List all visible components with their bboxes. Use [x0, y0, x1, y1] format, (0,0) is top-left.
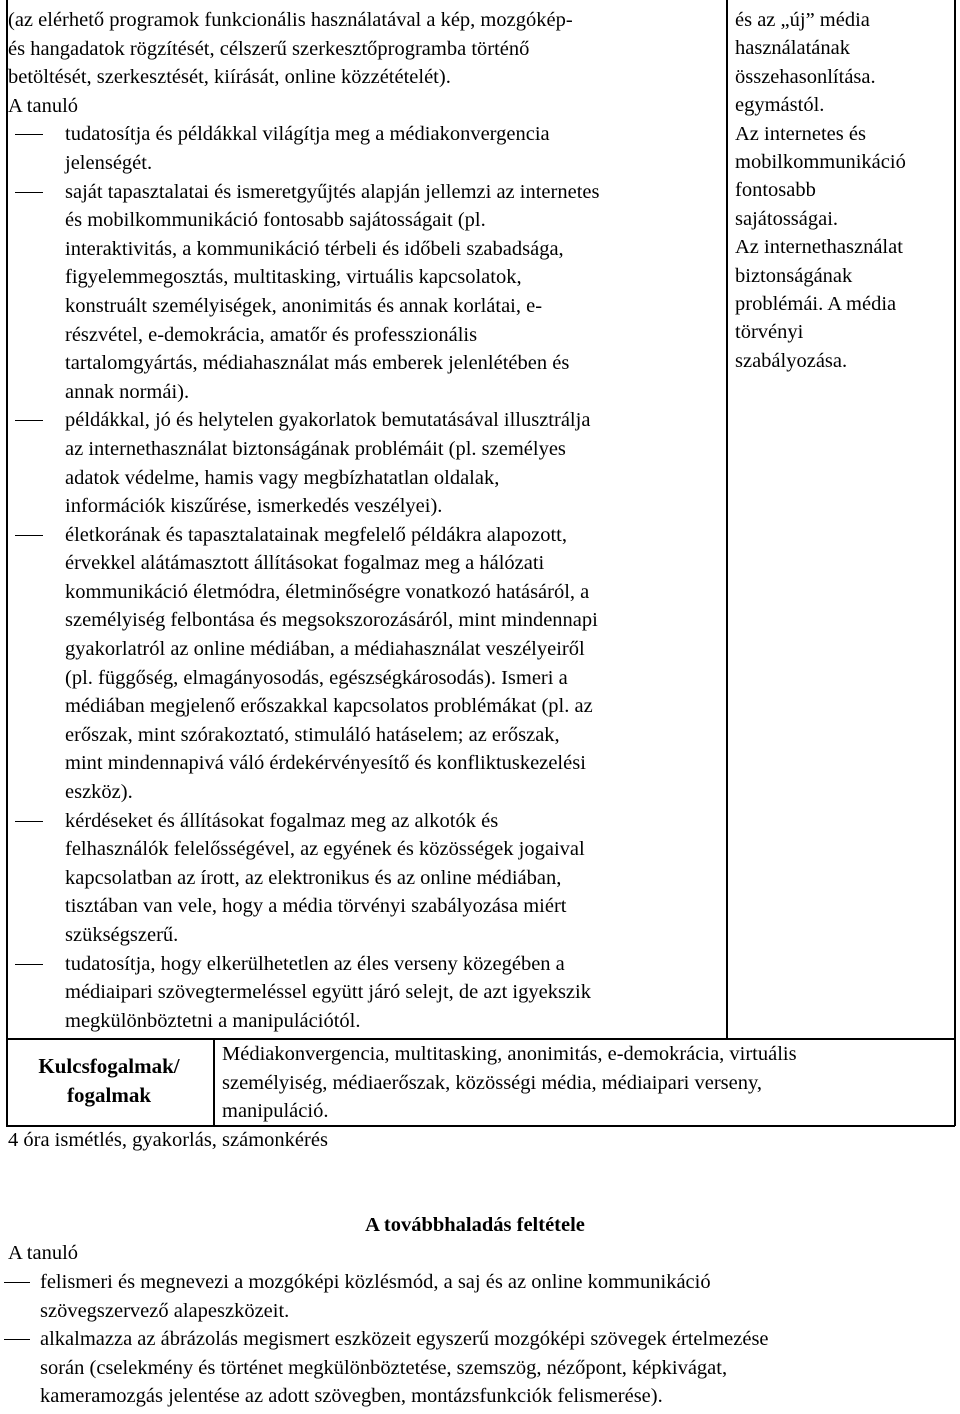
list-item-line: tudatosítja és példákkal világítja meg a médiakonvergencia	[65, 123, 550, 146]
side-cell-line: összehasonlítása.	[735, 65, 876, 88]
side-cell-line: sajátosságai.	[735, 207, 839, 230]
key-concepts-value-line: manipuláció.	[222, 1100, 329, 1123]
list-item-line: konstruált személyiségek, anonimitás és annak korlátai, e-	[65, 294, 543, 317]
list-item-line: mint mindennapivá váló érdekérvényesítő és konfliktuskezelési	[65, 752, 586, 775]
list-item	[8, 406, 720, 520]
list-item-line: annak normái).	[65, 380, 190, 403]
main-intro	[8, 6, 720, 120]
list-item-line: kérdéseket és állításokat fogalmaz meg az alkotók és	[65, 809, 499, 832]
list-item	[8, 120, 720, 177]
list-item-line: interaktivitás, a kommunikáció térbeli és időbeli szabadsága,	[65, 237, 564, 260]
side-cell	[735, 6, 955, 375]
list-item-line: tisztában van vele, hogy a média törvényi szabályozása miért	[65, 895, 567, 918]
list-item-line: szükségszerű.	[65, 924, 179, 946]
main-cell	[8, 6, 720, 1035]
list-item-line: gyakorlatról az online médiában, a médiahasználat veszélyeiről	[65, 638, 585, 661]
side-cell-line: Az internetes és	[735, 122, 866, 145]
section-title: A továbbhaladás feltétele	[365, 1214, 585, 1236]
list-item-line: erőszak, mint szórakoztató, stimuláló hatáselem; az erőszak,	[65, 723, 560, 746]
list-item-line: kommunikáció életmódra, életminőségre vonatkozó hatásáról, a	[65, 580, 590, 603]
intro-line: és hangadatok rögzítését, célszerű szerkesztőprogramba történő	[8, 37, 530, 60]
dash-bullet-icon	[15, 821, 43, 822]
dash-bullet-icon	[4, 1339, 30, 1340]
list-item-line: során (cselekmény és történet megkülönböztetése, szemszög, nézőpont, képkivágat,	[40, 1356, 728, 1379]
list-item-line: alkalmazza az ábrázolás megismert eszközeit egyszerű mozgóképi szövegek értelmezése	[40, 1328, 769, 1351]
list-item-line: figyelemmegosztás, multitasking, virtuális kapcsolatok,	[65, 266, 522, 289]
side-cell-line: problémái. A média	[735, 293, 897, 316]
list-item-line: információk kiszűrése, ismerkedés veszélyei).	[65, 495, 443, 518]
side-cell-line: használatának	[735, 37, 850, 60]
list-item-line: felismeri és megnevezi a mozgóképi közlésmód, a saj és az online kommunikáció	[40, 1271, 711, 1293]
column-divider	[726, 0, 728, 1038]
dash-bullet-icon	[15, 535, 43, 536]
key-concepts-label-line: Kulcsfogalmak/	[38, 1054, 180, 1078]
list-item-line: médiában megjelenő erőszakkal kapcsolatos problémákat (pl. az	[65, 695, 593, 718]
side-cell-line: fontosabb	[735, 179, 816, 202]
intro-line: betöltését, szerkesztését, kiírását, online közzétételét).	[8, 66, 451, 89]
list-item	[8, 807, 720, 950]
side-cell-line: és az „új” média	[735, 9, 870, 31]
list-item-line: adatok védelme, hamis vagy megbízhatatlan oldalak,	[65, 466, 500, 489]
side-cell-line: egymástól.	[735, 94, 825, 117]
side-cell-line: biztonságának	[735, 264, 853, 287]
key-concepts-value	[222, 1040, 942, 1126]
list-item-line: jelenségét.	[65, 151, 153, 174]
list-item	[0, 1268, 950, 1325]
hours-note: 4 óra ismétlés, gyakorlás, számonkérés	[8, 1129, 328, 1151]
intro-line: (az elérhető programok funkcionális használatával a kép, mozgókép-	[8, 9, 573, 31]
main-list	[8, 120, 720, 1035]
list-item-line: kapcsolatban az írott, az elektronikus és az online médiában,	[65, 866, 562, 889]
list-item-line: (pl. függőség, elmagányosodás, egészségkárosodás). Ismeri a	[65, 666, 568, 689]
list-item-line: részvétel, e-demokrácia, amatőr és professzionális	[65, 323, 478, 346]
list-item-line: személyiség felbontása és megsokszorozásáról, mint mindennapi	[65, 609, 598, 632]
list-item-line: életkorának és tapasztalatainak megfelelő példákra alapozott,	[65, 523, 567, 546]
dash-bullet-icon	[15, 964, 43, 965]
list-item-line: saját tapasztalatai és ismeretgyűjtés alapján jellemzi az internetes	[65, 180, 600, 203]
dash-bullet-icon	[15, 420, 43, 421]
side-cell-line: mobilkommunikáció	[735, 151, 906, 174]
label-divider	[213, 1038, 215, 1126]
key-concepts-value-line: Médiakonvergencia, multitasking, anonimitás, e-demokrácia, virtuális	[222, 1043, 797, 1065]
list-item-line: érvekkel alátámasztott állításokat fogalmaz meg a hálózati	[65, 552, 545, 575]
key-concepts-label-line: fogalmak	[67, 1082, 151, 1107]
side-cell-line: törvényi	[735, 321, 804, 344]
list-item-line: szövegszervező alapeszközeit.	[40, 1299, 290, 1322]
list-item	[8, 521, 720, 807]
key-concepts-label	[8, 1052, 210, 1109]
list-item-line: tudatosítja, hogy elkerülhetetlen az éles verseny közegében a	[65, 952, 565, 975]
key-concepts-value-line: személyiség, médiaerőszak, közösségi média, médiaipari verseny,	[222, 1071, 763, 1094]
list-item	[8, 178, 720, 407]
list-item-line: megkülönböztetni a manipulációtól.	[65, 1009, 361, 1032]
list-item-line: eszköz).	[65, 781, 133, 804]
list-item-line: és mobilkommunikáció fontosabb sajátosságait (pl.	[65, 209, 486, 232]
list-item-line: az internethasználat biztonságának problémáit (pl. személyes	[65, 437, 566, 460]
list-item-line: médiaipari szövegtermeléssel együtt járó selejt, de azt igyekszik	[65, 981, 591, 1004]
list-item-line: példákkal, jó és helytelen gyakorlatok bemutatásával illusztrálja	[65, 409, 591, 432]
progress-list	[0, 1268, 950, 1411]
list-item-line: felhasználók felelősségével, az egyének és közösségek jogaival	[65, 838, 585, 861]
side-cell-line: Az internethasználat	[735, 236, 903, 259]
dash-bullet-icon	[4, 1282, 30, 1283]
section-intro: A tanuló	[8, 1242, 79, 1264]
side-cell-line: szabályozása.	[735, 349, 848, 372]
list-item	[0, 1325, 950, 1411]
dash-bullet-icon	[15, 134, 43, 135]
dash-bullet-icon	[15, 192, 43, 193]
list-item-line: tartalomgyártás, médiahasználat más emberek jelenlétében és	[65, 352, 570, 375]
list-item	[8, 950, 720, 1036]
list-item-line: kameramozgás jelentése az adott szövegben, montázsfunkciók felismerése).	[40, 1385, 663, 1408]
intro-line: A tanuló	[8, 94, 79, 117]
